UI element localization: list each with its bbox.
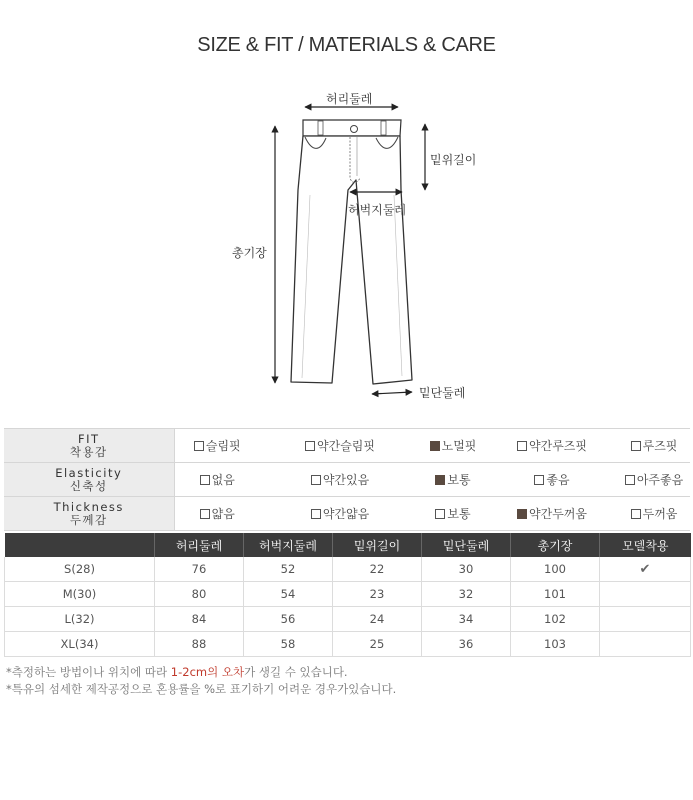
fit-row [4,497,690,531]
size-header-cell: 총기장 [511,533,600,557]
size-header-cell [5,533,155,557]
button-icon [351,126,358,133]
table-row [5,557,691,582]
fit-row-head: Thickness 두께감 [4,497,174,531]
fit-table [4,428,690,531]
measure-cell: 34 [422,607,511,632]
check-icon: ✔ [639,561,651,577]
unchecked-box-icon [534,475,544,485]
page-title: SIZE & FIT / MATERIALS & CARE [197,34,496,56]
fit-option: 루즈핏 [618,429,690,463]
fit-option: 없음 [174,463,260,497]
measure-cell: 88 [155,632,244,657]
measure-cell: 84 [155,607,244,632]
measure-cell: 23 [333,582,422,607]
rise-label: 밑위길이 [430,153,477,167]
fit-row [4,463,690,497]
hem-label: 밑단둘레 [419,386,466,400]
measure-cell: 32 [422,582,511,607]
fit-option: 약간두꺼움 [486,497,618,531]
unchecked-box-icon [305,441,315,451]
table-row [5,607,691,632]
unchecked-box-icon [311,509,321,519]
measure-cell: 56 [244,607,333,632]
model-cell [600,632,691,657]
model-cell [600,607,691,632]
unchecked-box-icon [625,475,635,485]
note-line-1: *측정하는 방법이나 위치에 따라 1-2cm의 오차가 생길 수 있습니다. [6,665,348,679]
unchecked-box-icon [517,441,527,451]
length-label: 총기장 [232,246,267,260]
checked-box-icon [517,509,527,519]
measure-cell: 76 [155,557,244,582]
fit-option: 보통 [420,497,486,531]
fit-option: 얇음 [174,497,260,531]
fit-option: 노멀핏 [420,429,486,463]
unchecked-box-icon [631,509,641,519]
measure-cell: 103 [511,632,600,657]
fit-option: 약간있음 [260,463,420,497]
size-cell: XL(34) [5,632,155,657]
fit-row-head: Elasticity 신축성 [4,463,174,497]
measure-cell: 102 [511,607,600,632]
size-header-cell: 모델착용 [600,533,691,557]
fit-row [4,429,690,463]
notes [6,664,396,698]
measure-cell: 52 [244,557,333,582]
fit-option: 약간얇음 [260,497,420,531]
measure-cell: 80 [155,582,244,607]
model-cell [600,557,691,582]
table-row [5,582,691,607]
unchecked-box-icon [200,475,210,485]
unchecked-box-icon [435,509,445,519]
note-line-2: *특유의 섬세한 제작공정으로 혼용률을 %로 표기하기 어려운 경우가있습니다. [6,682,397,696]
measure-cell: 54 [244,582,333,607]
measure-cell: 36 [422,632,511,657]
fit-row-head: FIT 착용감 [4,429,174,463]
fit-option: 보통 [420,463,486,497]
fit-option: 약간슬림핏 [260,429,420,463]
unchecked-box-icon [200,509,210,519]
measure-cell: 30 [422,557,511,582]
thigh-label: 허벅지둘레 [348,203,406,217]
size-cell: S(28) [5,557,155,582]
checked-box-icon [430,441,440,451]
unchecked-box-icon [194,441,204,451]
size-header-cell: 밑단둘레 [422,533,511,557]
measure-cell: 25 [333,632,422,657]
fit-option: 두꺼움 [618,497,690,531]
fit-option: 좋음 [486,463,618,497]
size-header-cell: 밑위길이 [333,533,422,557]
measure-cell: 101 [511,582,600,607]
size-header-cell: 허벅지둘레 [244,533,333,557]
size-header-cell: 허리둘레 [155,533,244,557]
measure-cell: 58 [244,632,333,657]
size-table [4,533,691,657]
measure-cell: 24 [333,607,422,632]
error-range-highlight: 1-2cm의 오차 [170,665,245,679]
waist-label: 허리둘레 [326,92,373,106]
size-cell: M(30) [5,582,155,607]
table-row [5,632,691,657]
unchecked-box-icon [311,475,321,485]
measure-cell: 22 [333,557,422,582]
unchecked-box-icon [631,441,641,451]
checked-box-icon [435,475,445,485]
fit-option: 슬림핏 [174,429,260,463]
model-cell [600,582,691,607]
measure-cell: 100 [511,557,600,582]
size-table-header [5,533,691,557]
fit-option: 약간루즈핏 [486,429,618,463]
size-cell: L(32) [5,607,155,632]
pants-outline [291,136,412,384]
fit-option: 아주좋음 [618,463,690,497]
